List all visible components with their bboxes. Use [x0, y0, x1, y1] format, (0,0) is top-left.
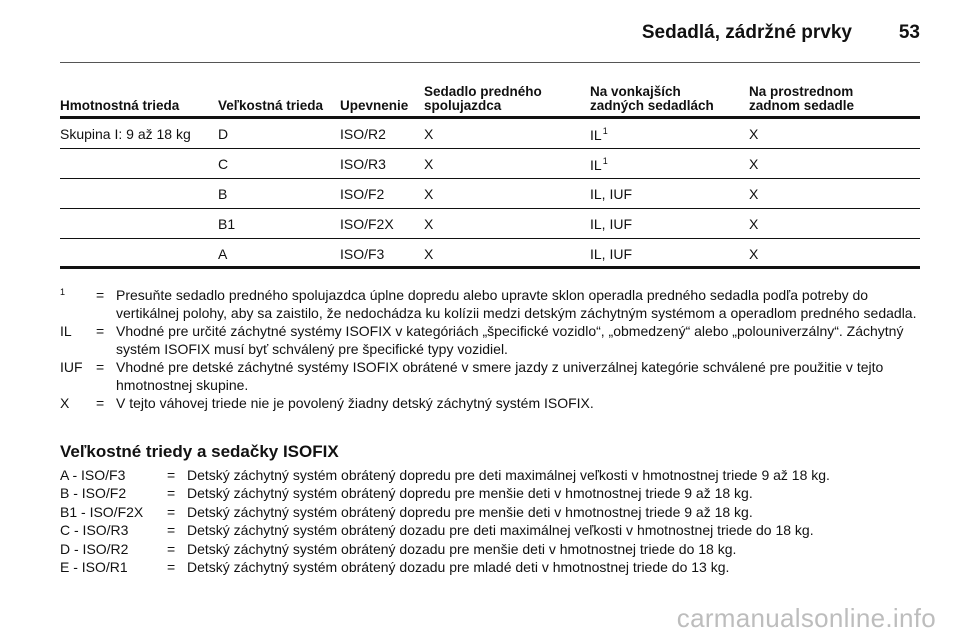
note-key: X	[60, 395, 70, 411]
definition-text: Detský záchytný systém obrátený dopredu pre deti maximálnej veľkosti v hmotnostnej triede 9 až 18 kg.	[187, 467, 830, 483]
header-divider	[60, 62, 920, 63]
cell-front-seat: X	[424, 216, 434, 232]
note-item	[60, 394, 920, 412]
definition-item	[60, 521, 930, 539]
cell-fixture: ISO/F3	[340, 246, 385, 262]
column-header-size-class: Veľkostná trieda	[218, 98, 323, 113]
definition-text: Detský záchytný systém obrátený dozadu pre mladé deti v hmotnostnej triede do 13 kg.	[187, 558, 730, 575]
cell-middle-rear: X	[749, 186, 759, 202]
table-row	[60, 119, 920, 149]
table-row	[60, 239, 920, 269]
cell-fixture: ISO/F2X	[340, 216, 394, 232]
cell-outer-rear-value: IL, IUF	[590, 246, 633, 262]
cell-middle-rear: X	[749, 126, 759, 142]
cell-outer-rear	[590, 156, 608, 173]
cell-outer-rear-value: IL, IUF	[590, 216, 633, 232]
cell-fixture: ISO/R3	[340, 156, 386, 172]
note-text: Vhodné pre detské záchytné systémy ISOFIX obrátené v smere jazdy z univerzálnej kategórie schválené pre použitie v tejto hmotnostnej skupine.	[116, 359, 884, 393]
cell-weight-class: Skupina I: 9 až 18 kg	[60, 126, 191, 142]
page-header	[60, 22, 920, 46]
column-header-middle-rear: Na prostrednom zadnom sedadle	[749, 84, 855, 113]
note-key: 1	[60, 287, 66, 297]
definition-equals: =	[167, 558, 176, 575]
table-row	[60, 209, 920, 239]
cell-outer-rear-value: IL	[590, 157, 602, 173]
table-row	[60, 179, 920, 209]
note-key: IL	[60, 323, 72, 339]
definition-key: D - ISO/R2	[60, 540, 129, 557]
definition-item	[60, 484, 930, 502]
definition-equals: =	[167, 540, 176, 557]
cell-size-class: B1	[218, 216, 236, 232]
footnote-marker: 1	[602, 126, 608, 136]
definition-text: Detský záchytný systém obrátený dopredu pre menšie deti v hmotnostnej triede 9 až 18 kg.	[187, 485, 753, 502]
cell-outer-rear	[590, 216, 632, 232]
cell-outer-rear	[590, 186, 632, 202]
cell-fixture: ISO/F2	[340, 186, 385, 202]
note-item	[60, 322, 920, 358]
column-header-outer-rear: Na vonkajších zadných sedadlách	[590, 84, 714, 113]
cell-front-seat: X	[424, 156, 434, 172]
cell-outer-rear-value: IL	[590, 127, 602, 143]
definition-equals: =	[167, 485, 176, 502]
definition-item	[60, 540, 930, 558]
cell-outer-rear	[590, 126, 608, 143]
table-header	[60, 84, 920, 119]
note-item	[60, 286, 920, 322]
page-number: 53	[898, 22, 920, 43]
cell-front-seat: X	[424, 126, 434, 142]
isofix-table	[60, 84, 920, 269]
definition-item	[60, 466, 930, 484]
note-text: Vhodné pre určité záchytné systémy ISOFIX v kategóriách „špecifické vozidlo“, „obmedzený“ alebo „polouniverzálny“. Záchytný systém ISOFIX musí byť schválený pre špecifické typy vozidiel.	[116, 323, 904, 357]
note-equals: =	[96, 323, 105, 339]
table-body	[60, 119, 920, 269]
cell-outer-rear-value: IL, IUF	[590, 186, 633, 202]
size-class-definitions	[60, 466, 930, 576]
footnote-marker: 1	[602, 156, 608, 166]
definition-key: C - ISO/R3	[60, 522, 129, 539]
column-header-front-seat: Sedadlo predného spolujazdca	[424, 84, 542, 113]
definition-key: E - ISO/R1	[60, 558, 128, 575]
definition-equals: =	[167, 522, 176, 539]
definition-item	[60, 503, 930, 521]
definition-key: A - ISO/F3	[60, 467, 126, 483]
note-text: Presuňte sedadlo predného spolujazdca úplne dopredu alebo upravte sklon operadla predného sedadla podľa potreby do vertikálnej polohy, aby sa zaistilo, že nedochádza ku kolízii medzi detským záchytným systémom a operadlom predného sedadla.	[116, 287, 917, 321]
cell-size-class: A	[218, 246, 228, 262]
definition-item	[60, 558, 930, 576]
definition-key: B - ISO/F2	[60, 485, 127, 502]
definition-text: Detský záchytný systém obrátený dozadu pre menšie deti v hmotnostnej triede do 18 kg.	[187, 540, 737, 557]
table-notes	[60, 286, 920, 412]
section-title: Veľkostné triedy a sedačky ISOFIX	[60, 442, 339, 461]
watermark: carmanualsonline.info	[676, 603, 936, 633]
note-equals: =	[96, 287, 105, 303]
definition-text: Detský záchytný systém obrátený dopredu pre menšie deti v hmotnostnej triede 9 až 18 kg.	[187, 503, 753, 520]
cell-front-seat: X	[424, 186, 434, 202]
note-text: V tejto váhovej triede nie je povolený žiadny detský záchytný systém ISOFIX.	[116, 395, 594, 411]
cell-front-seat: X	[424, 246, 434, 262]
cell-outer-rear	[590, 246, 632, 262]
note-equals: =	[96, 395, 105, 411]
definition-key: B1 - ISO/F2X	[60, 503, 144, 520]
cell-middle-rear: X	[749, 156, 759, 172]
column-header-fixture: Upevnenie	[340, 98, 409, 113]
cell-fixture: ISO/R2	[340, 126, 386, 142]
definition-equals: =	[167, 467, 176, 483]
cell-size-class: C	[218, 156, 229, 172]
note-key: IUF	[60, 359, 83, 375]
cell-size-class: B	[218, 186, 228, 202]
column-header-weight-class: Hmotnostná trieda	[60, 98, 180, 113]
cell-size-class: D	[218, 126, 229, 142]
note-item	[60, 358, 920, 394]
definition-equals: =	[167, 503, 176, 520]
page-title: Sedadlá, zádržné prvky	[641, 22, 852, 43]
cell-middle-rear: X	[749, 216, 759, 232]
note-equals: =	[96, 359, 105, 375]
cell-middle-rear: X	[749, 246, 759, 262]
table-row	[60, 149, 920, 179]
definition-text: Detský záchytný systém obrátený dozadu pre deti maximálnej veľkosti v hmotnostnej triede do 18 kg.	[187, 522, 814, 539]
